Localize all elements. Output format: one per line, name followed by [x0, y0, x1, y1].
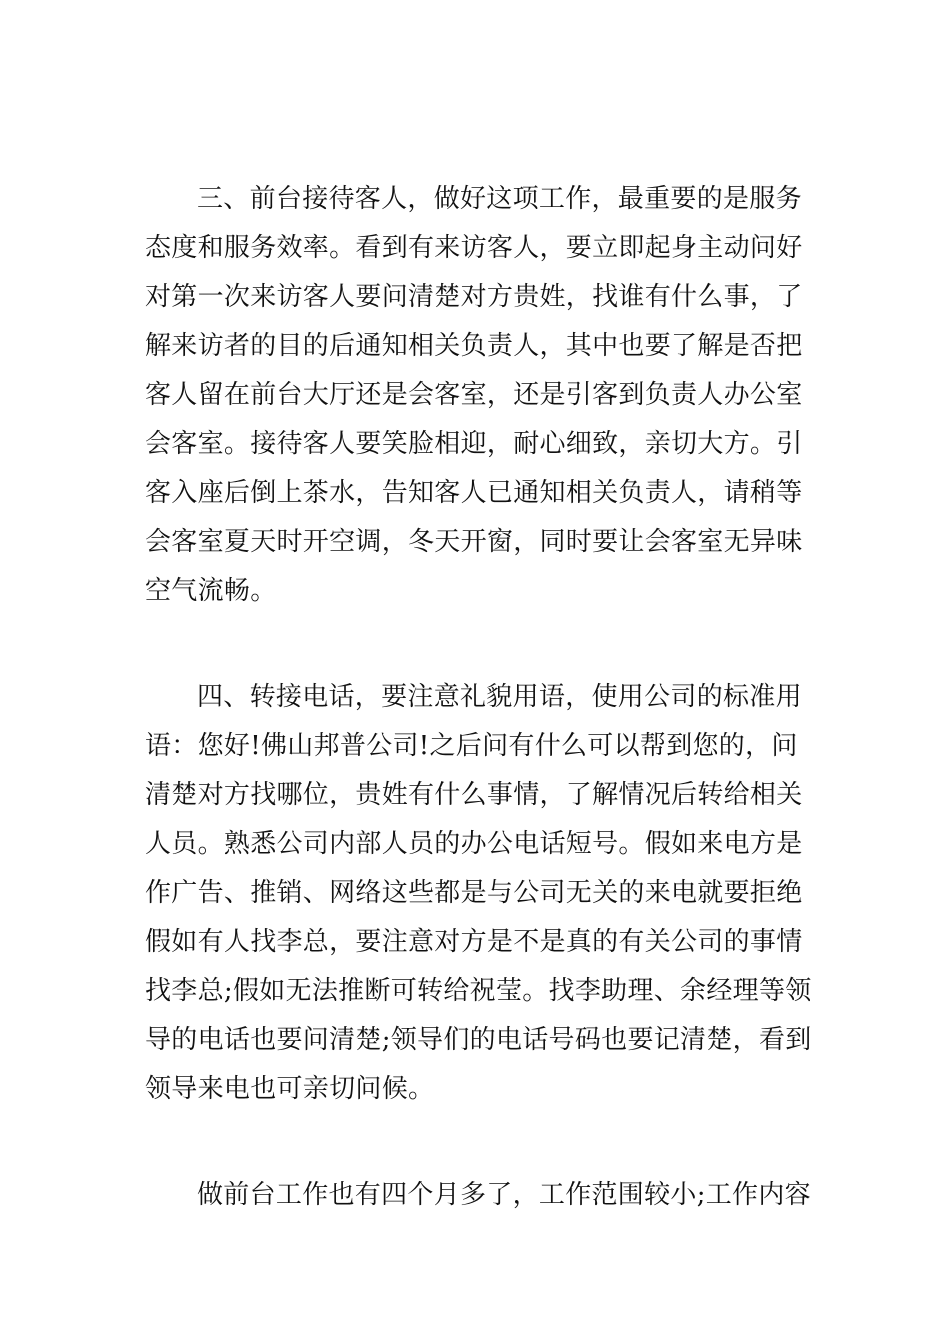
text-line: 四、转接电话，要注意礼貌用语，使用公司的标准用 — [197, 682, 802, 712]
paragraph-phone-transfer — [145, 673, 815, 1114]
text-line: 找李总;假如无法推断可转给祝莹。找李助理、余经理等领 — [145, 976, 812, 1006]
text-line: 对第一次来访客人要问清楚对方贵姓，找谁有什么事，了 — [145, 282, 803, 312]
text-line: 作广告、推销、网络这些都是与公司无关的来电就要拒绝 — [145, 878, 803, 908]
text-line: 语：您好!佛山邦普公司!之后问有什么可以帮到您的，问 — [145, 731, 798, 761]
text-line: 空气流畅。 — [145, 576, 277, 606]
text-line: 客人留在前台大厅还是会客室，还是引客到负责人办公室 — [145, 380, 803, 410]
text-line: 解来访者的目的后通知相关负责人，其中也要了解是否把 — [145, 331, 803, 361]
paragraph-summary — [145, 1171, 815, 1220]
text-line: 导的电话也要问清楚;领导们的电话号码也要记清楚，看到 — [145, 1025, 812, 1055]
text-line: 三、前台接待客人，做好这项工作，最重要的是服务 — [197, 184, 802, 214]
text-line: 清楚对方找哪位，贵姓有什么事情，了解情况后转给相关 — [145, 780, 803, 810]
text-line: 会客室夏天时开空调，冬天开窗，同时要让会客室无异味 — [145, 527, 803, 557]
text-line: 做前台工作也有四个月多了，工作范围较小;工作内容 — [197, 1180, 811, 1210]
text-line: 人员。熟悉公司内部人员的办公电话短号。假如来电方是 — [145, 829, 803, 859]
paragraph-reception — [145, 175, 815, 616]
text-line: 假如有人找李总，要注意对方是不是真的有关公司的事情 — [145, 927, 803, 957]
text-line: 态度和服务效率。看到有来访客人，要立即起身主动问好 — [145, 233, 803, 263]
text-line: 会客室。接待客人要笑脸相迎，耐心细致，亲切大方。引 — [145, 429, 803, 459]
text-line: 客入座后倒上茶水，告知客人已通知相关负责人，请稍等 — [145, 478, 803, 508]
text-line: 领导来电也可亲切问候。 — [145, 1074, 435, 1104]
